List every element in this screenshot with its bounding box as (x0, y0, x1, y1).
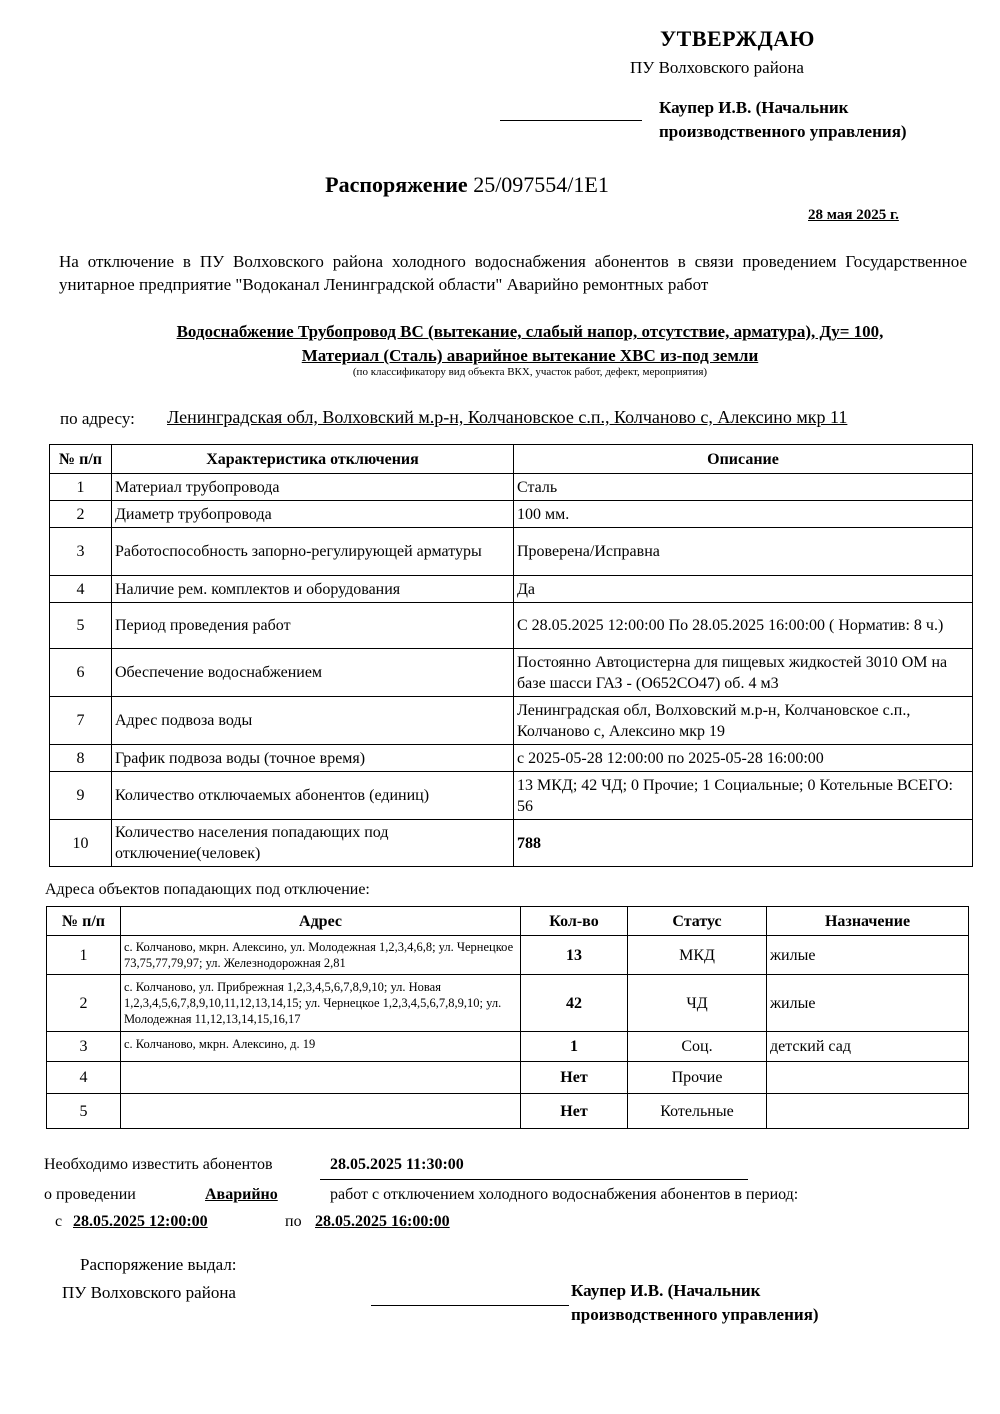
row-description: 13 МКД; 42 ЧД; 0 Прочие; 1 Социальные; 0 Котельные ВСЕГО: 56 (514, 772, 973, 820)
row-number: 3 (47, 1032, 121, 1062)
row-address: с. Колчаново, мкрн. Алексино, ул. Молодежная 1,2,3,4,6,8; ул. Чернецкое 73,75,77,79,97; ул. Железнодорожная 2,81 (121, 936, 521, 975)
row-characteristic: Материал трубопровода (112, 474, 514, 501)
row-characteristic: Период проведения работ (112, 603, 514, 649)
row-status: ЧД (628, 975, 767, 1032)
approve-title: УТВЕРЖДАЮ (660, 26, 815, 51)
notify-label: Необходимо известить абонентов (44, 1156, 273, 1173)
table-row (47, 1094, 969, 1129)
characteristics-header-row (50, 445, 973, 474)
period-to-value: 28.05.2025 16:00:00 (315, 1213, 450, 1230)
row-number: 8 (50, 745, 112, 772)
row-description: Да (514, 576, 973, 603)
objects-header-row (47, 907, 969, 936)
issued-signer-line1: Каупер И.В. (Начальник (571, 1281, 761, 1300)
object-line1: Водоснабжение Трубопровод ВС (вытекание, слабый напор, отсутствие, арматура), Ду= 100, (176, 322, 884, 341)
row-status: Котельные (628, 1094, 767, 1129)
row-description: 788 (514, 820, 973, 867)
approve-signer (659, 96, 907, 144)
table-row (47, 1062, 969, 1094)
table-row (47, 975, 969, 1032)
row-number: 4 (50, 576, 112, 603)
address-label: по адресу: (60, 409, 135, 428)
table-row (50, 576, 973, 603)
row-address (121, 1062, 521, 1094)
row-number: 7 (50, 697, 112, 745)
notify-underline (320, 1179, 748, 1180)
address-value: Ленинградская обл, Волховский м.р-н, Колчановское с.п., Колчаново с, Алексино мкр 11 (167, 407, 848, 427)
row-status: Соц. (628, 1032, 767, 1062)
row-characteristic: Количество населения попадающих под отключение(человек) (112, 820, 514, 867)
period-from-label: с (55, 1213, 63, 1230)
table-row (50, 697, 973, 745)
row-number: 6 (50, 649, 112, 697)
object-description (60, 320, 1000, 368)
row-purpose: жилые (767, 975, 969, 1032)
header-purpose: Назначение (767, 907, 969, 936)
row-number: 10 (50, 820, 112, 867)
header-number: № п/п (47, 907, 121, 936)
objects-table (46, 906, 969, 1129)
row-characteristic: Работоспособность запорно-регулирующей арматуры (112, 528, 514, 576)
issued-label: Распоряжение выдал: (80, 1255, 237, 1274)
objects-caption: Адреса объектов попадающих под отключение: (45, 881, 370, 898)
table-row (50, 772, 973, 820)
row-status: МКД (628, 936, 767, 975)
header-description: Описание (514, 445, 973, 474)
approve-org: ПУ Волховского района (630, 58, 804, 77)
intro-text: На отключение в ПУ Волховского района холодного водоснабжения абонентов в связи проведением Государственное унитарное предприятие "Водоканал Ленинградской области" Аварийно ремонтных работ (59, 252, 967, 294)
notify-value: 28.05.2025 11:30:00 (330, 1156, 464, 1173)
period-to-label: по (285, 1213, 302, 1230)
table-row (50, 820, 973, 867)
row-count: Нет (521, 1094, 628, 1129)
document-date: 28 мая 2025 г. (808, 207, 899, 223)
row-number: 9 (50, 772, 112, 820)
row-characteristic: Обеспечение водоснабжением (112, 649, 514, 697)
table-row (47, 1032, 969, 1062)
row-characteristic: Количество отключаемых абонентов (единиц) (112, 772, 514, 820)
approve-signer-line2: производственного управления) (659, 122, 907, 141)
row-count: 1 (521, 1032, 628, 1062)
work-mode: Аварийно (205, 1186, 278, 1203)
table-row (50, 474, 973, 501)
approve-signature-line (500, 120, 642, 121)
row-count: 13 (521, 936, 628, 975)
row-characteristic: Адрес подвоза воды (112, 697, 514, 745)
document-title (0, 172, 934, 198)
row-characteristic: График подвоза воды (точное время) (112, 745, 514, 772)
document-number: 25/097554/1Е1 (473, 172, 609, 197)
row-purpose (767, 1094, 969, 1129)
row-number: 3 (50, 528, 112, 576)
issued-org: ПУ Волховского района (62, 1283, 236, 1302)
header-number: № п/п (50, 445, 112, 474)
row-description: Ленинградская обл, Волховский м.р-н, Колчановское с.п., Колчаново с, Алексино мкр 19 (514, 697, 973, 745)
issued-signature-line (371, 1305, 569, 1306)
row-description: с 2025-05-28 12:00:00 по 2025-05-28 16:00:00 (514, 745, 973, 772)
row-description: С 28.05.2025 12:00:00 По 28.05.2025 16:00:00 ( Норматив: 8 ч.) (514, 603, 973, 649)
period-from-value: 28.05.2025 12:00:00 (73, 1213, 208, 1230)
row-purpose: жилые (767, 936, 969, 975)
row-number: 4 (47, 1062, 121, 1094)
row-number: 1 (50, 474, 112, 501)
about-text: работ с отключением холодного водоснабжения абонентов в период: (330, 1186, 799, 1203)
table-row (47, 936, 969, 975)
row-number: 5 (50, 603, 112, 649)
row-number: 2 (47, 975, 121, 1032)
row-address (121, 1094, 521, 1129)
row-number: 2 (50, 501, 112, 528)
table-row (50, 745, 973, 772)
object-note: (по классификатору вид объекта ВКХ, участок работ, дефект, мероприятия) (352, 366, 708, 378)
table-row (50, 528, 973, 576)
table-row (50, 603, 973, 649)
row-description: Проверена/Исправна (514, 528, 973, 576)
issued-signer-line2: производственного управления) (571, 1305, 819, 1324)
row-count: Нет (521, 1062, 628, 1094)
row-description: Сталь (514, 474, 973, 501)
about-label: о проведении (44, 1186, 136, 1203)
row-status: Прочие (628, 1062, 767, 1094)
row-purpose (767, 1062, 969, 1094)
approve-signer-line1: Каупер И.В. (Начальник (659, 98, 849, 117)
characteristics-table (49, 444, 973, 867)
row-purpose: детский сад (767, 1032, 969, 1062)
table-row (50, 501, 973, 528)
document-title-text: Распоряжение (325, 172, 468, 197)
row-number: 5 (47, 1094, 121, 1129)
object-line2: Материал (Сталь) аварийное вытекание ХВС из-под земли (301, 346, 759, 365)
header-count: Кол-во (521, 907, 628, 936)
row-description: Постоянно Автоцистерна для пищевых жидкостей 3010 ОМ на базе шасси ГАЗ - (О652СО47) об. 4 м3 (514, 649, 973, 697)
row-address: с. Колчаново, ул. Прибрежная 1,2,3,4,5,6,7,8,9,10; ул. Новая 1,2,3,4,5,6,7,8,9,10,11,12,13,14,15; ул. Чернецкое 1,2,3,4,5,6,7,8,9,10; ул. Молодежная 11,12,13,14,15,16,17 (121, 975, 521, 1032)
row-characteristic: Наличие рем. комплектов и оборудования (112, 576, 514, 603)
row-description: 100 мм. (514, 501, 973, 528)
issued-signer (571, 1279, 819, 1327)
header-status: Статус (628, 907, 767, 936)
row-count: 42 (521, 975, 628, 1032)
row-address: с. Колчаново, мкрн. Алексино, д. 19 (121, 1032, 521, 1062)
header-characteristic: Характеристика отключения (112, 445, 514, 474)
header-address: Адрес (121, 907, 521, 936)
row-number: 1 (47, 936, 121, 975)
row-characteristic: Диаметр трубопровода (112, 501, 514, 528)
table-row (50, 649, 973, 697)
